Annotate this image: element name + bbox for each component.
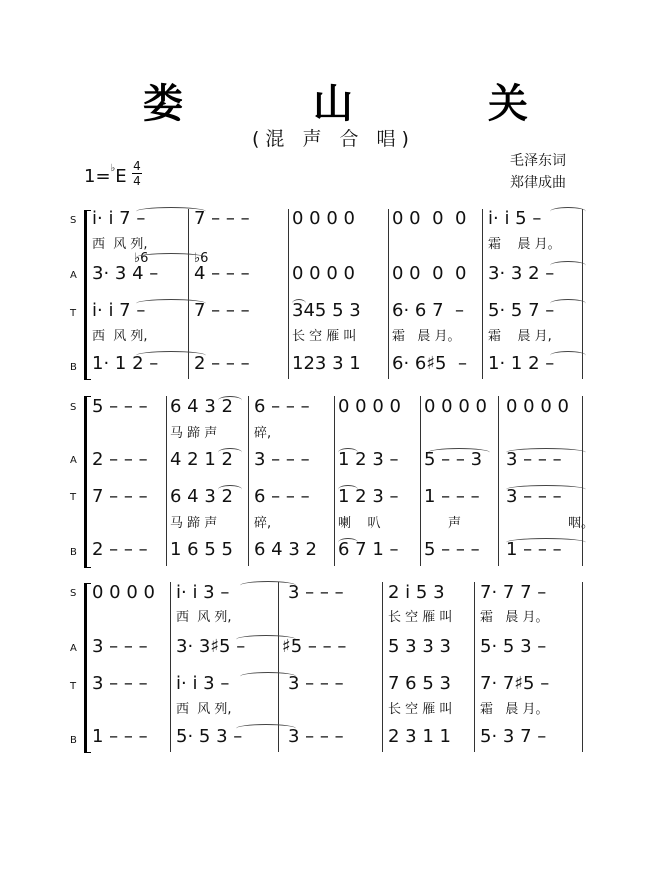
voice-label-t: T xyxy=(70,308,77,319)
lyric-t-6: 咽。 xyxy=(568,516,595,531)
measure-b-5: 5 – – – xyxy=(424,539,480,560)
measure-t-2: i· i 3 – xyxy=(176,673,230,694)
measure-b-2: 5· 5 3 – xyxy=(176,726,243,747)
measure-t-5: 5· 5 7 – xyxy=(488,300,555,321)
voice-label-b: B xyxy=(70,547,77,558)
barline xyxy=(248,396,249,566)
barline xyxy=(388,209,389,379)
tie xyxy=(506,538,586,547)
barline xyxy=(382,582,383,752)
measure-s-5: 7· 7 7 – xyxy=(480,582,547,603)
lyric-t-5: 霜 晨 月, xyxy=(488,329,552,344)
lyric-s-1: 西 风 列, xyxy=(92,237,148,252)
measure-s-3: 0 0 0 0 xyxy=(292,208,355,229)
measure-a-2: 4 2 1 2 xyxy=(170,449,233,470)
tie xyxy=(338,538,358,547)
flat-icon: ♭ xyxy=(110,163,116,174)
title-char-3: 关 xyxy=(488,81,528,127)
voice-label-a: A xyxy=(70,270,77,281)
system-bracket xyxy=(84,210,91,380)
system-1 xyxy=(70,205,590,385)
voice-label-s: S xyxy=(70,402,77,413)
measure-a-4: 0 0 0 0 xyxy=(392,263,467,284)
tie xyxy=(218,448,242,457)
system-bracket xyxy=(84,583,91,753)
system-2 xyxy=(70,392,595,572)
measure-s-4: 0 0 0 0 xyxy=(338,396,401,417)
tie xyxy=(218,485,242,494)
lyric-t-3: 碎, xyxy=(254,516,272,531)
barline xyxy=(288,209,289,379)
measure-t-1: 7 – – – xyxy=(92,486,148,507)
measure-s-1: i· i 7 – xyxy=(92,208,146,229)
composer-credit: 郑律成曲 xyxy=(510,175,566,191)
key-note: E xyxy=(115,166,127,187)
measure-b-2: 1 6 5 5 xyxy=(170,539,233,560)
barline xyxy=(498,396,499,566)
measure-b-5: 5· 3 7 – xyxy=(480,726,547,747)
measure-s-2: 7 – – – xyxy=(194,208,250,229)
measure-b-3: 6 4 3 2 xyxy=(254,539,317,560)
key-prefix: 1= xyxy=(84,166,111,187)
tie xyxy=(236,635,296,644)
measure-a-6: 3 – – – xyxy=(506,449,562,470)
tie xyxy=(428,448,490,457)
tie xyxy=(240,581,296,590)
measure-t-1: 3 – – – xyxy=(92,673,148,694)
lyric-t-5: 霜 晨 月。 xyxy=(480,702,549,717)
tie xyxy=(338,485,358,494)
tie xyxy=(218,396,242,405)
voice-label-a: A xyxy=(70,643,77,654)
time-bottom: 4 xyxy=(133,174,141,188)
system-3 xyxy=(70,578,590,758)
voice-label-t: T xyxy=(70,492,77,503)
measure-b-2: 2 – – – xyxy=(194,353,250,374)
voice-label-s: S xyxy=(70,588,77,599)
tie xyxy=(240,672,296,681)
lyric-s-4: 长 空 雁 叫 xyxy=(388,610,453,625)
tie xyxy=(136,351,206,360)
measure-a-5: 5 – – 3 xyxy=(424,449,483,470)
lyric-t-4: 喇 叭 xyxy=(338,516,381,531)
tie xyxy=(506,448,586,457)
measure-t-3: 3 – – – xyxy=(288,673,344,694)
measure-b-1: 2 – – – xyxy=(92,539,148,560)
tie xyxy=(136,299,206,308)
measure-s-1: 0 0 0 0 xyxy=(92,582,155,603)
measure-t-4: 1 2 3 – xyxy=(338,486,399,507)
subtitle: (混 声 合 唱) xyxy=(252,128,415,150)
measure-a-3: 0 0 0 0 xyxy=(292,263,355,284)
measure-t-1: i· i 7 – xyxy=(92,300,146,321)
measure-b-5: 1· 1 2 – xyxy=(488,353,555,374)
voice-label-b: B xyxy=(70,362,77,373)
lyric-t-3: 长 空 雁 叫 xyxy=(292,329,357,344)
barline xyxy=(482,209,483,379)
tie xyxy=(550,299,586,308)
tie xyxy=(236,724,296,733)
lyricist-credit: 毛泽东词 xyxy=(510,153,566,169)
barline xyxy=(420,396,421,566)
lyric-s-5: 霜 晨 月。 xyxy=(488,237,561,252)
lyric-t-4: 霜 晨 月。 xyxy=(392,329,461,344)
measure-s-3: 3 – – – xyxy=(288,582,344,603)
voice-label-b: B xyxy=(70,735,77,746)
measure-a-2: 4 – – – xyxy=(194,263,250,284)
measure-s-4: 0 0 0 0 xyxy=(392,208,467,229)
tie xyxy=(506,485,586,494)
measure-t-3: 6 – – – xyxy=(254,486,310,507)
measure-t-2: 7 – – – xyxy=(194,300,250,321)
title-char-1: 娄 xyxy=(143,81,183,127)
measure-a-3: ♯5 – – – xyxy=(282,636,347,657)
alto-upper-2: ♭6 xyxy=(194,251,209,266)
measure-t-3: 345 5 3 xyxy=(292,300,361,321)
measure-a-3: 3 – – – xyxy=(254,449,310,470)
lyric-s-2: 西 风 列, xyxy=(176,610,232,625)
time-top: 4 xyxy=(133,159,141,173)
voice-label-s: S xyxy=(70,215,77,226)
measure-b-6: 1 – – – xyxy=(506,539,562,560)
measure-b-4: 6 7 1 – xyxy=(338,539,399,560)
measure-s-3: 6 – – – xyxy=(254,396,310,417)
tie xyxy=(550,261,586,270)
measure-b-1: 1· 1 2 – xyxy=(92,353,159,374)
system-bracket xyxy=(84,396,91,568)
lyric-t-2: 西 风 列, xyxy=(176,702,232,717)
measure-a-5: 5· 5 3 – xyxy=(480,636,547,657)
measure-b-3: 3 – – – xyxy=(288,726,344,747)
measure-s-4: 2 i 5 3 xyxy=(388,582,445,603)
measure-b-4: 6· 6♯5 – xyxy=(392,353,467,374)
lyric-s-3: 碎, xyxy=(254,426,272,441)
tie xyxy=(550,207,586,216)
measure-s-1: 5 – – – xyxy=(92,396,148,417)
measure-t-2: 6 4 3 2 xyxy=(170,486,233,507)
measure-s-5: i· i 5 – xyxy=(488,208,542,229)
voice-label-a: A xyxy=(70,455,77,466)
measure-b-4: 2 3 1 1 xyxy=(388,726,451,747)
measure-a-5: 3· 3 2 – xyxy=(488,263,555,284)
measure-a-2: 3· 3♯5 – xyxy=(176,636,246,657)
tie xyxy=(292,299,306,308)
tie xyxy=(338,448,358,457)
measure-b-1: 1 – – – xyxy=(92,726,148,747)
measure-s-2: i· i 3 – xyxy=(176,582,230,603)
key-signature xyxy=(84,163,127,187)
lyric-s-2: 马 蹄 声 xyxy=(170,426,218,441)
measure-t-5: 7· 7♯5 – xyxy=(480,673,550,694)
lyric-t-1: 西 风 列, xyxy=(92,329,148,344)
measure-s-2: 6 4 3 2 xyxy=(170,396,233,417)
measure-t-6: 3 – – – xyxy=(506,486,562,507)
measure-a-4: 5 3 3 3 xyxy=(388,636,451,657)
measure-a-1: 2 – – – xyxy=(92,449,148,470)
lyric-s-5: 霜 晨 月。 xyxy=(480,610,549,625)
measure-t-5: 1 – – – xyxy=(424,486,480,507)
tie xyxy=(550,351,586,360)
tie xyxy=(136,207,206,216)
measure-s-5: 0 0 0 0 xyxy=(424,396,487,417)
tie xyxy=(136,253,206,262)
barline xyxy=(582,582,583,752)
alto-upper-1: ♭6 xyxy=(134,251,149,266)
barline xyxy=(334,396,335,566)
voice-label-t: T xyxy=(70,681,77,692)
barline xyxy=(170,582,171,752)
barline xyxy=(166,396,167,566)
measure-b-3: 123 3 1 xyxy=(292,353,361,374)
lyric-t-2: 马 蹄 声 xyxy=(170,516,218,531)
measure-t-4: 7 6 5 3 xyxy=(388,673,451,694)
lyric-t-4: 长 空 雁 叫 xyxy=(388,702,453,717)
lyric-t-5: 声 xyxy=(448,516,462,531)
measure-a-1: 3· 3 4 – xyxy=(92,263,159,284)
measure-a-1: 3 – – – xyxy=(92,636,148,657)
barline xyxy=(474,582,475,752)
measure-t-4: 6· 6 7 – xyxy=(392,300,464,321)
measure-a-4: 1 2 3 – xyxy=(338,449,399,470)
title-char-2: 山 xyxy=(313,81,353,127)
measure-s-6: 0 0 0 0 xyxy=(506,396,569,417)
time-signature xyxy=(132,160,142,187)
